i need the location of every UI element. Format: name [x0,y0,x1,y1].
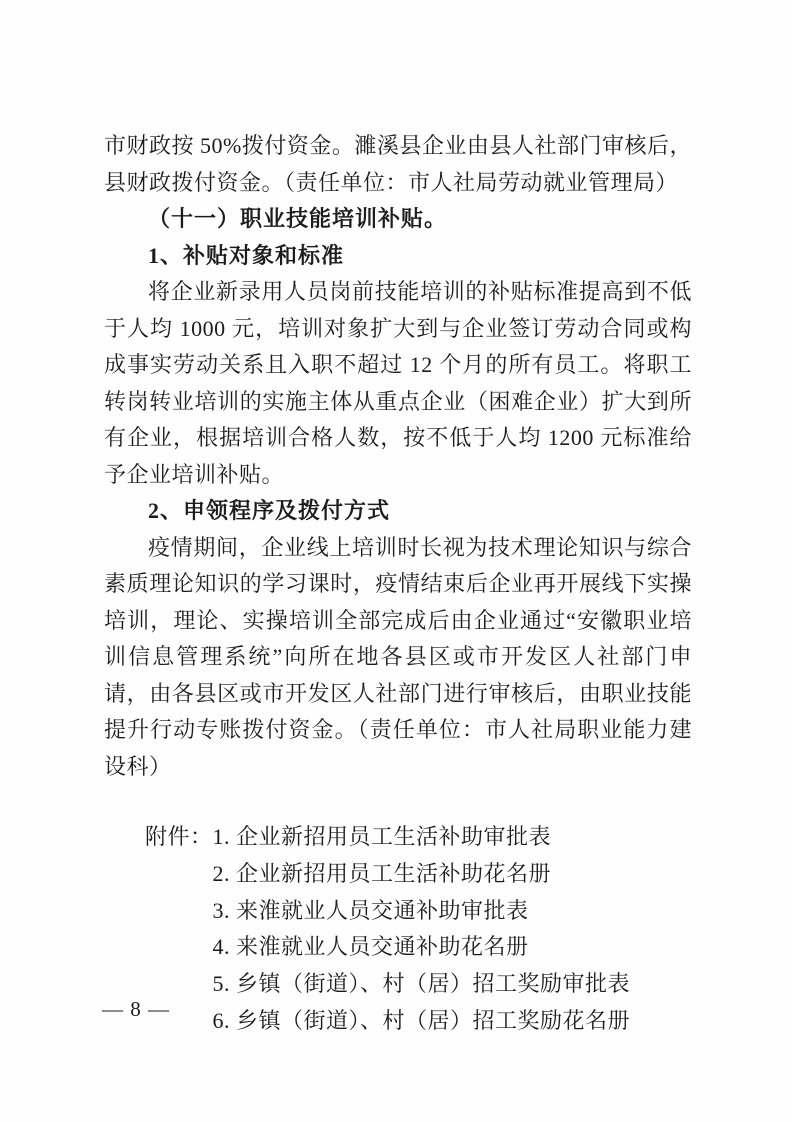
attachment-label: 附件： [145,824,213,849]
heading-application-procedure: 2、申领程序及拨付方式 [148,498,391,523]
page-number: — 8 — [102,997,170,1021]
attachment-list [104,819,692,1040]
attachment-item-3: 3. 来淮就业人员交通补助审批表 [212,897,529,923]
attachment-item-6: 6. 乡镇（街道）、村（居）招工奖励花名册 [212,1007,631,1033]
attachment-item-5: 5. 乡镇（街道）、村（居）招工奖励审批表 [212,971,631,997]
paragraph-intro: 市财政按 50%拨付资金。濉溪县企业由县人社部门审核后，县财政拨付资金。（责任单位：市人社局劳动就业管理局） [104,133,692,195]
attachment-item-2: 2. 企业新招用员工生活补助花名册 [212,860,552,886]
heading-subsidy-targets: 1、补贴对象和标准 [148,242,345,268]
paragraph-subsidy-standards: 将企业新录用人员岗前技能培训的补贴标准提高到不低于人均 1000 元，培训对象扩大到与企业签订劳动合同或构成事实劳动关系且入职不超过 12 个月的所有员工。将职工转岗转业培训的实施主体从重点企业（困难企业）扩大到所有企业，根据培训合格人数，按不低于人均 1200 元标准给予企业培训补贴。 [104,279,692,487]
heading-section-11: （十一）职业技能培训补贴。 [148,206,448,231]
paragraph-application-procedure: 疫情期间，企业线上培训时长视为技术理论知识与综合素质理论知识的学习课时，疫情结束后企业再开展线下实操培训，理论、实操培训全部完成后由企业通过“安徽职业培训信息管理系统”向所在地各县区或市开发区人社部门申请，由各县区或市开发区人社部门进行审核后，由职业技能提升行动专账拨付资金。（责任单位：市人社局职业能力建设科） [104,534,692,779]
attachment-items [213,819,692,1040]
attachment-item-4: 4. 来淮就业人员交通补助花名册 [212,934,529,960]
attachment-item-1: 1. 企业新招用员工生活补助审批表 [212,824,552,849]
document-body [104,128,692,1040]
